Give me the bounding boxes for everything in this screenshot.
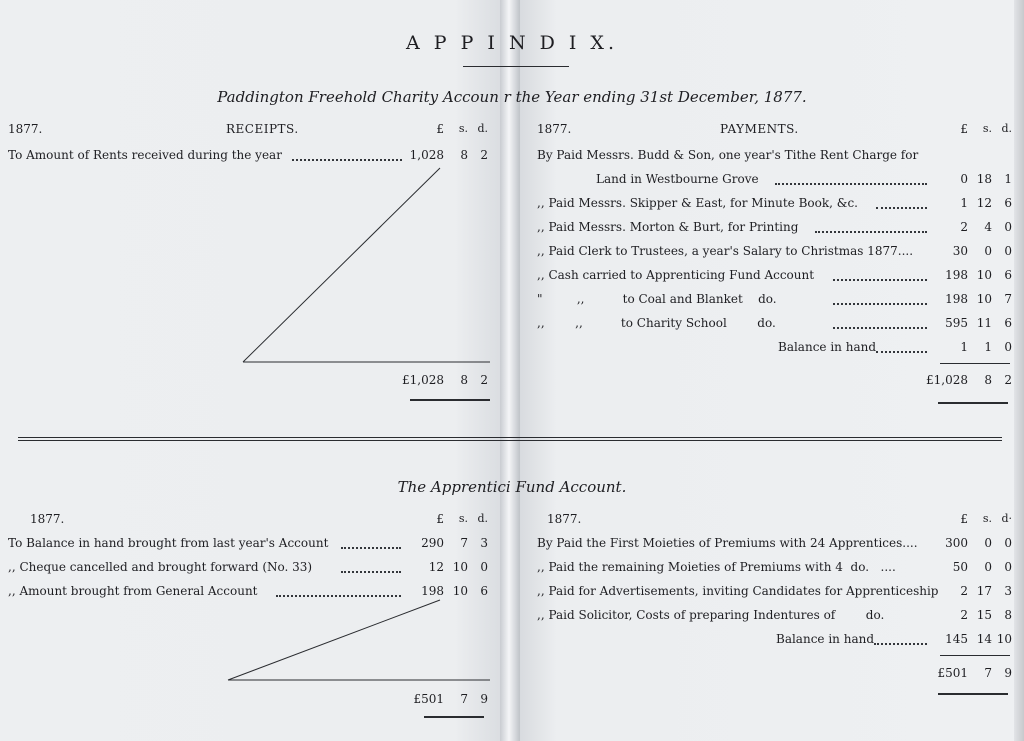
leader-dots: [341, 571, 401, 573]
receipts-col-shillings: s.: [458, 122, 468, 135]
receipts-total-rule: [410, 399, 490, 401]
apprentice-payments-col-pounds: £: [960, 512, 968, 526]
apprentice-payment-row-label: ,, Paid for Advertisements, inviting Candidates for Apprenticeship: [537, 584, 939, 598]
payments-total-rule: [938, 402, 1008, 404]
apprentice-payment-row-pounds: 300: [945, 536, 968, 550]
apprentice-receipt-row-shillings: 10: [452, 560, 468, 574]
receipt-row-label: To Amount of Rents received during the year: [8, 148, 282, 162]
apprentice-payments-total-pence: 9: [1004, 666, 1012, 680]
payment-row-pounds: 0: [960, 172, 968, 186]
apprentice-receipts-total-shillings: 7: [460, 692, 468, 706]
apprentice-diagonal-stroke: [228, 600, 440, 680]
leader-dots: [833, 327, 927, 329]
apprentice-receipts-year: 1877.: [30, 512, 65, 526]
payment-row-pounds: 595: [945, 316, 968, 330]
payments-heading: PAYMENTS.: [720, 122, 799, 136]
payment-row-shillings: 4: [984, 220, 992, 234]
section-divider: [18, 437, 1002, 438]
leader-dots: [833, 303, 927, 305]
apprentice-receipt-row-pence: 0: [480, 560, 488, 574]
payment-row-pounds: 1: [960, 196, 968, 210]
apprentice-payments-total-shillings: 7: [984, 666, 992, 680]
apprentice-payment-row-pounds: 2: [960, 584, 968, 598]
receipts-total-shillings: 8: [460, 373, 468, 387]
payment-row-label: ,, ,, to Charity School do.: [537, 316, 776, 330]
apprentice-receipt-row-shillings: 7: [460, 536, 468, 550]
payment-row-shillings: 0: [984, 244, 992, 258]
apprentice-payments-sum-rule: [940, 655, 1010, 656]
receipts-total-pence: 2: [480, 373, 488, 387]
apprentice-payment-row-pence: 8: [1004, 608, 1012, 622]
appendix-title: A P P I N D I X.: [405, 32, 618, 54]
payment-balance-pounds: 1: [960, 340, 968, 354]
apprentice-account-title: The Apprentici Fund Account.: [397, 478, 627, 496]
apprentice-payments-total-pounds: £501: [937, 666, 968, 680]
apprentice-receipts-col-shillings: s.: [458, 512, 468, 525]
payments-total-pounds: £1,028: [926, 373, 968, 387]
receipts-heading: RECEIPTS.: [226, 122, 299, 136]
receipts-diagonal-stroke: [243, 168, 440, 362]
payment-row-label: " ,, to Coal and Blanket do.: [537, 292, 777, 306]
leader-dots: [341, 547, 401, 549]
apprentice-payment-row-pence: 3: [1004, 584, 1012, 598]
apprentice-receipt-row-shillings: 10: [452, 584, 468, 598]
leader-dots: [815, 231, 927, 233]
apprentice-payments-col-pence: d·: [1001, 512, 1012, 525]
apprentice-payment-row-pounds: 50: [952, 560, 968, 574]
apprentice-receipt-row-pence: 3: [480, 536, 488, 550]
payment-row-pence: 1: [1004, 172, 1012, 186]
apprentice-receipts-total-pence: 9: [480, 692, 488, 706]
apprentice-balance-label: Balance in hand: [776, 632, 875, 646]
payment-row-pence: 6: [1004, 268, 1012, 282]
payment-row-label: ,, Paid Messrs. Morton & Burt, for Printing: [537, 220, 799, 234]
payment-balance-label: Balance in hand: [778, 340, 877, 354]
apprentice-payment-row-shillings: 0: [984, 536, 992, 550]
payment-row-label: By Paid Messrs. Budd & Son, one year's Tithe Rent Charge for: [537, 148, 919, 162]
apprentice-balance-shillings: 14: [976, 632, 992, 646]
apprentice-payments-col-shillings: s.: [982, 512, 992, 525]
payment-row-label: ,, Paid Clerk to Trustees, a year's Salary to Christmas 1877....: [537, 244, 914, 258]
leader-dots: [876, 207, 927, 209]
apprentice-payment-row-pounds: 2: [960, 608, 968, 622]
general-account-title: Paddington Freehold Charity Accoun r the Year ending 31st December, 1877.: [217, 88, 807, 106]
payment-row-pounds: 30: [952, 244, 968, 258]
apprentice-payment-row-label: By Paid the First Moieties of Premiums with 24 Apprentices....: [537, 536, 918, 550]
leader-dots: [276, 595, 401, 597]
apprentice-payment-row-shillings: 17: [976, 584, 992, 598]
payment-row-label: ,, Paid Messrs. Skipper & East, for Minute Book, &c.: [537, 196, 858, 210]
receipts-col-pence: d.: [477, 122, 488, 135]
payments-total-pence: 2: [1004, 373, 1012, 387]
payments-year: 1877.: [537, 122, 572, 136]
payments-col-pounds: £: [960, 122, 968, 136]
apprentice-receipt-row-pounds: 290: [421, 536, 444, 550]
apprentice-payment-row-label: ,, Paid the remaining Moieties of Premiums with 4 do. ....: [537, 560, 896, 574]
payment-row-shillings: 12: [976, 196, 992, 210]
leader-dots: [775, 183, 927, 185]
apprentice-receipts-total-rule: [424, 716, 484, 718]
payment-row-pounds: 198: [945, 292, 968, 306]
apprentice-payment-row-shillings: 0: [984, 560, 992, 574]
payment-row-label: ,, Cash carried to Apprenticing Fund Account: [537, 268, 815, 282]
payment-balance-pence: 0: [1004, 340, 1012, 354]
apprentice-receipt-row-label: ,, Amount brought from General Account: [8, 584, 258, 598]
apprentice-receipts-total-pounds: £501: [413, 692, 444, 706]
payments-col-shillings: s.: [982, 122, 992, 135]
apprentice-receipts-col-pence: d.: [477, 512, 488, 525]
receipt-row-pence: 2: [480, 148, 488, 162]
receipts-year: 1877.: [8, 122, 43, 136]
payment-row-shillings: 10: [976, 292, 992, 306]
leader-dots: [833, 279, 927, 281]
apprentice-balance-pence: 10: [996, 632, 1012, 646]
payment-row-shillings: 10: [976, 268, 992, 282]
receipts-total-pounds: £1,028: [402, 373, 444, 387]
payment-row-pence: 7: [1004, 292, 1012, 306]
payments-total-shillings: 8: [984, 373, 992, 387]
apprentice-receipt-row-label: To Balance in hand brought from last year's Account: [8, 536, 329, 550]
apprentice-payments-year: 1877.: [547, 512, 582, 526]
payment-row-pence: 6: [1004, 316, 1012, 330]
apprentice-receipt-row-pence: 6: [480, 584, 488, 598]
receipt-row-pounds: 1,028: [409, 148, 444, 162]
payment-row-pence: 0: [1004, 220, 1012, 234]
apprentice-payment-row-pence: 0: [1004, 536, 1012, 550]
payment-row-shillings: 11: [976, 316, 992, 330]
payment-row-pounds: 2: [960, 220, 968, 234]
payments-col-pence: d.: [1001, 122, 1012, 135]
payment-row-label: Land in Westbourne Grove: [596, 172, 759, 186]
apprentice-payment-row-shillings: 15: [976, 608, 992, 622]
apprentice-payment-row-label: ,, Paid Solicitor, Costs of preparing Indentures of do.: [537, 608, 885, 622]
apprentice-receipt-row-pounds: 198: [421, 584, 444, 598]
apprentice-payment-row-pence: 0: [1004, 560, 1012, 574]
receipts-col-pounds: £: [436, 122, 444, 136]
payments-sum-rule: [940, 363, 1010, 364]
payment-row-pence: 6: [1004, 196, 1012, 210]
payment-row-shillings: 18: [976, 172, 992, 186]
leader-dots: [874, 643, 927, 645]
apprentice-receipt-row-pounds: 12: [428, 560, 444, 574]
payment-row-pounds: 198: [945, 268, 968, 282]
apprentice-receipts-col-pounds: £: [436, 512, 444, 526]
payment-row-pence: 0: [1004, 244, 1012, 258]
section-divider: [18, 440, 1002, 441]
apprentice-receipt-row-label: ,, Cheque cancelled and brought forward (No. 33): [8, 560, 313, 574]
apprentice-payments-total-rule: [938, 693, 1008, 695]
payment-balance-shillings: 1: [984, 340, 992, 354]
apprentice-balance-pounds: 145: [945, 632, 968, 646]
receipt-row-shillings: 8: [460, 148, 468, 162]
leader-dots: [876, 351, 927, 353]
